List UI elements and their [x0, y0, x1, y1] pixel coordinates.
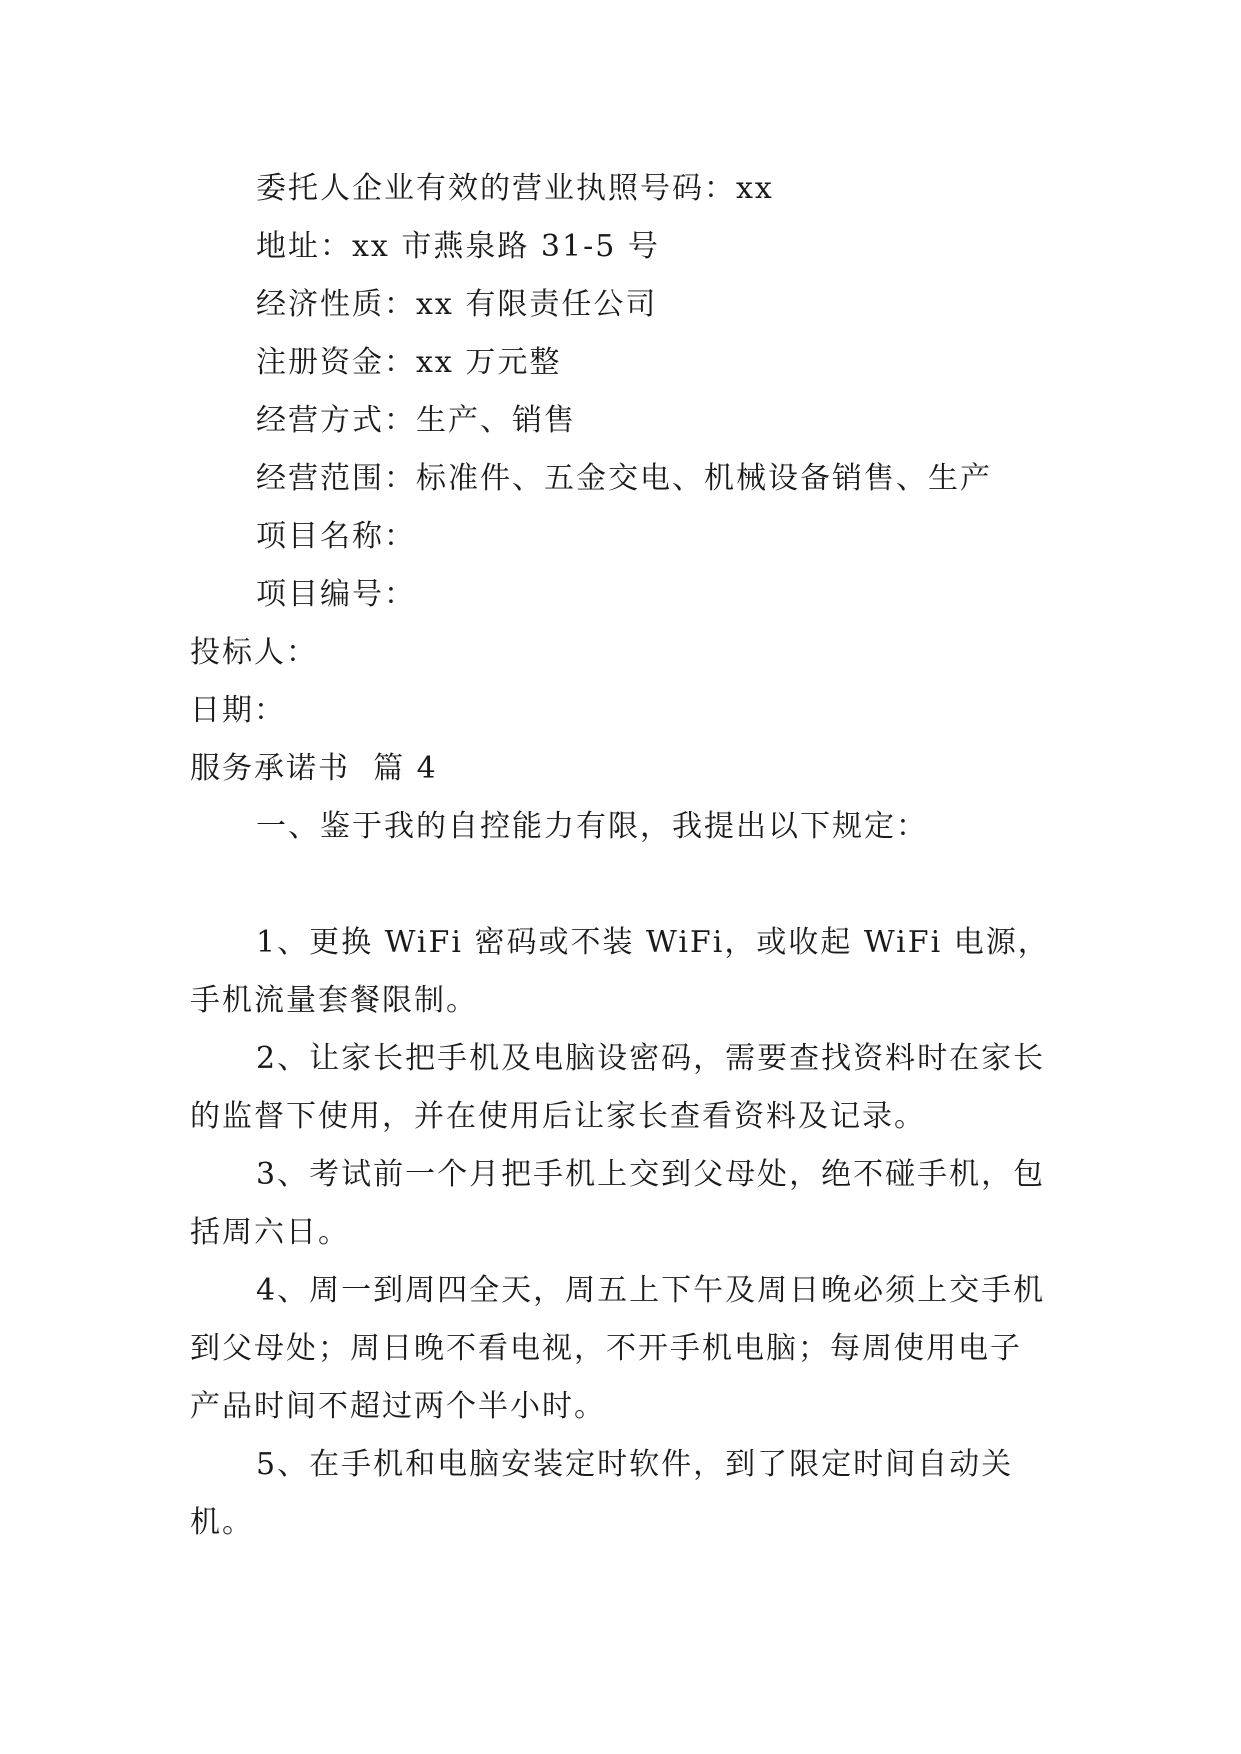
document-body [190, 160, 1050, 1552]
address-line: 地址：xx 市燕泉路 31-5 号 [256, 229, 660, 264]
rule-item-1: 1、更换 WiFi 密码或不装 WiFi，或收起 WiFi 电源，手机流量套餐限制。 [190, 925, 1050, 1018]
project-number-line: 项目编号： [256, 577, 416, 612]
scope-line: 经营范围：标准件、五金交电、机械设备销售、生产 [256, 461, 992, 496]
spacer [190, 856, 1050, 914]
rule-item-2: 2、让家长把手机及电脑设密码，需要查找资料时在家长的监督下使用，并在使用后让家长查看资料及记录。 [190, 1041, 1046, 1134]
rule-item-4: 4、周一到周四全天，周五上下午及周日晚必须上交手机到父母处；周日晚不看电视，不开手机电脑；每周使用电子产品时间不超过两个半小时。 [190, 1273, 1046, 1424]
nature-line: 经济性质：xx 有限责任公司 [256, 287, 658, 322]
bidder-line: 投标人： [190, 635, 318, 670]
mode-line: 经营方式：生产、销售 [256, 403, 576, 438]
date-line: 日期： [190, 693, 286, 728]
capital-line: 注册资金：xx 万元整 [256, 345, 562, 380]
section-intro: 一、鉴于我的自控能力有限，我提出以下规定： [256, 809, 928, 844]
rule-item-5: 5、在手机和电脑安装定时软件，到了限定时间自动关机。 [190, 1447, 1014, 1540]
project-name-line: 项目名称： [256, 519, 416, 554]
section-title: 服务承诺书 篇 4 [190, 751, 438, 786]
license-line: 委托人企业有效的营业执照号码：xx [256, 171, 774, 206]
rule-item-3: 3、考试前一个月把手机上交到父母处，绝不碰手机，包括周六日。 [190, 1157, 1046, 1250]
